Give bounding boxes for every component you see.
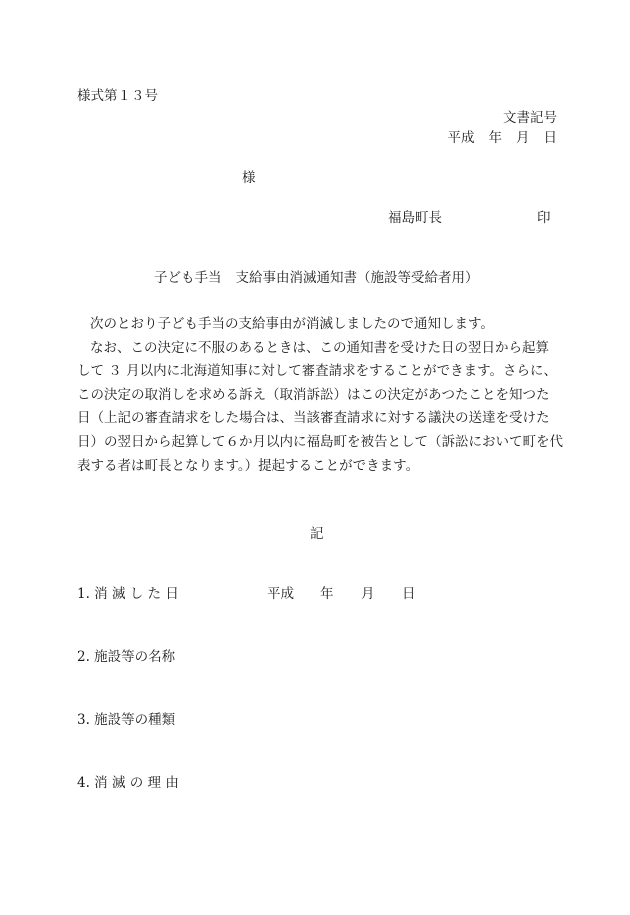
item-termination-date-label: 1. 消 滅 し た 日 (77, 586, 179, 602)
body-line: 日（上記の審査請求をした場合は、当該審査請求に対する議決の送達を受けた (77, 410, 550, 427)
item-termination-date-year-unit: 年 (320, 586, 334, 602)
body-line: なお、この決定に不服のあるときは、この通知書を受けた日の翌日から起算 (90, 339, 549, 356)
item-facility-name-label: 2. 施設等の名称 (77, 649, 176, 665)
document-title (154, 266, 479, 286)
recipient-honorific: 様 (242, 170, 256, 186)
date-era: 平成 (447, 130, 475, 146)
notice-body (77, 313, 563, 478)
date-month-unit: 月 (516, 130, 530, 146)
item-termination-date-era: 平成 (267, 586, 294, 602)
item-termination-date-month-unit: 月 (361, 586, 375, 602)
body-line: この決定の取消しを求める訴え（取消訴訟）はこの決定があつたことを知つた (77, 386, 550, 403)
date-day-unit: 日 (543, 130, 557, 146)
body-line: 次のとおり子ども手当の支給事由が消滅しましたので通知します。 (90, 316, 494, 332)
issue-date (448, 126, 558, 146)
date-year-unit: 年 (488, 130, 502, 146)
item-termination-date-day-unit: 日 (402, 586, 416, 602)
issuer-name: 福島町長 (388, 210, 442, 226)
body-line: して ３ 月以内に北海道知事に対して審査請求をすることができます。さらに、 (77, 363, 558, 380)
document-number-label: 文書記号 (503, 110, 557, 126)
form-number: 様式第１３号 (77, 88, 158, 104)
title-notice-name: 支給事由消滅通知書（施設等受給者用） (235, 270, 479, 286)
item-termination-reason-label: 4. 消 滅 の 理 由 (77, 775, 179, 791)
body-line: 表する者は町長となります。）提起することができます。 (77, 457, 420, 474)
record-heading: 記 (310, 526, 324, 542)
title-allowance-name: 子ども手当 (154, 270, 222, 286)
issuer-seal-mark: 印 (537, 210, 551, 226)
body-line: 日）の翌日から起算して６か月以内に福島町を被告として（訴訟において町を代 (77, 433, 563, 450)
item-facility-type-label: 3. 施設等の種類 (77, 712, 176, 728)
